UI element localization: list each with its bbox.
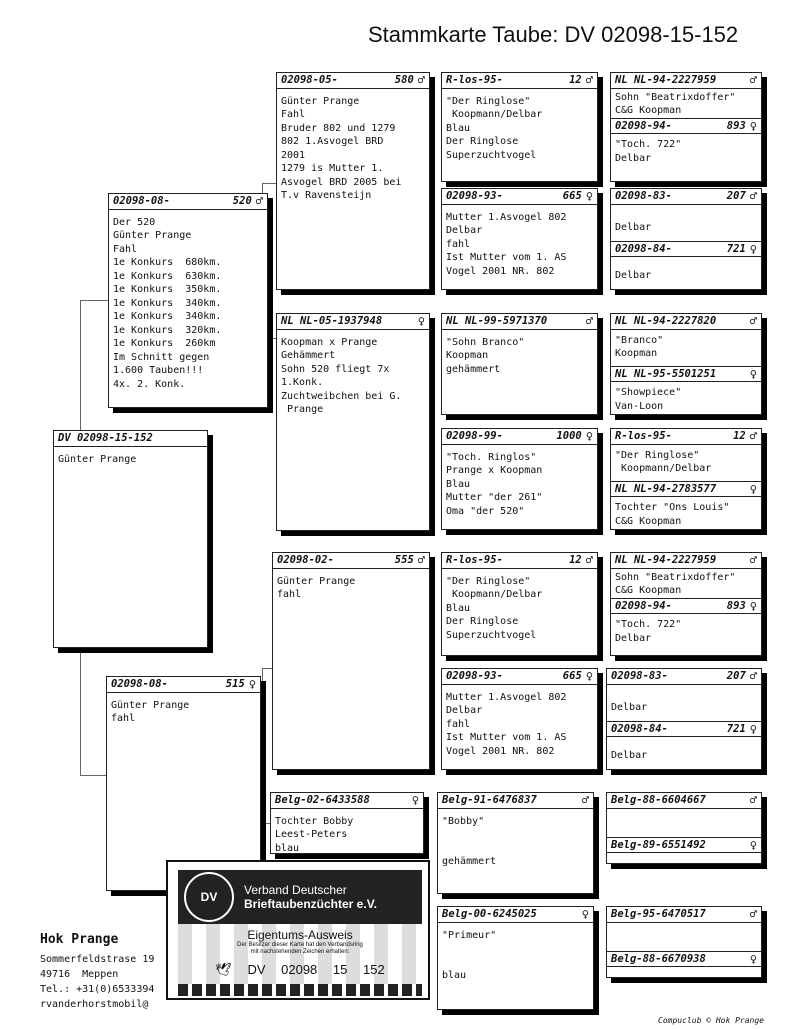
ring-number: Belg-88-6604667	[611, 794, 706, 806]
connector	[80, 775, 106, 776]
ring-number: 02098-08-	[111, 678, 168, 690]
pedigree-card-ssd[interactable]	[441, 188, 598, 290]
ring-suffix: 207	[726, 190, 746, 202]
ring-suffix: 12	[569, 554, 582, 566]
ring-number: Belg-88-6670938	[611, 952, 706, 965]
card-text: Der 520 Günter Prange Fahl 1e Konkurs 680km. 1e Konkurs 630km. 1e Konkurs 350km. 1e Konkurs 340km. 1e Konkurs 340km. 1e Konkurs 320km. 1e Konkurs 260km Im Schnitt gegen 1.600 Tauben!!! 4x. 2. Konk.	[113, 216, 222, 390]
association-logo: DV	[184, 872, 234, 922]
male-icon: ♂	[417, 553, 425, 567]
ring-suffix: 721	[726, 242, 746, 255]
pedigree-card-sdd[interactable]	[441, 428, 598, 530]
card-text: "Branco" Koopman	[615, 334, 664, 359]
card-text: Delbar	[611, 701, 648, 713]
ring-suffix: 12	[733, 430, 746, 442]
card-text: Delbar	[611, 750, 648, 761]
pedigree-card-dss[interactable]	[441, 552, 598, 656]
pigeon-icon: 🕊	[215, 962, 232, 977]
female-icon: ♀	[417, 314, 425, 328]
ring-number: Belg-95-6470517	[611, 908, 706, 920]
male-icon: ♂	[749, 793, 757, 807]
male-icon: ♂	[255, 194, 263, 208]
female-icon: ♀	[749, 481, 757, 496]
ring-number: 02098-05-	[281, 74, 338, 86]
ring-suffix: 207	[726, 670, 746, 682]
card-text: Günter Prange	[58, 453, 137, 465]
ring-number: NL NL-94-2227820	[615, 315, 717, 327]
card-text: Delbar	[615, 221, 652, 233]
pedigree-card-pair-7[interactable]	[606, 792, 762, 864]
stamp-pattern	[178, 984, 422, 996]
stamp-body	[178, 924, 422, 984]
code-number: 02098	[281, 962, 318, 977]
card-text	[607, 923, 761, 951]
pedigree-card-ds[interactable]	[272, 552, 430, 770]
male-icon: ♂	[749, 73, 757, 87]
ring-suffix: 665	[562, 190, 582, 202]
female-icon: ♀	[248, 677, 256, 691]
female-icon: ♀	[749, 598, 757, 613]
stamp-note-1: Der Besitzer dieser Karte hat den Verbandsring	[237, 942, 363, 948]
card-text: Delbar	[615, 270, 652, 281]
male-icon: ♂	[749, 189, 757, 203]
card-text: "Der Ringlose" Koopmann/Delbar Blau Der Ringlose Superzuchtvogel	[446, 95, 543, 161]
ring-suffix: 580	[394, 74, 414, 86]
ring-number: 02098-93-	[446, 190, 503, 202]
ring-code	[178, 962, 422, 978]
card-text: "Primeur" blau	[442, 929, 497, 981]
org-line-2: Brieftaubenzüchter e.V.	[244, 897, 377, 911]
female-icon: ♀	[411, 793, 419, 807]
card-text: "Sohn Branco" Koopman gehämmert	[446, 336, 525, 375]
ring-suffix: 893	[726, 119, 746, 132]
male-icon: ♂	[417, 73, 425, 87]
pedigree-card-self[interactable]	[53, 430, 208, 648]
ring-suffix: 555	[394, 554, 414, 566]
pedigree-card-sds[interactable]	[441, 313, 598, 415]
loft-address: Sommerfeldstrase 19 49716 Meppen Tel.: +31(0)6533394 rvanderhorstmobil@	[40, 954, 155, 1010]
card-text: "Toch. 722" Delbar	[615, 139, 682, 164]
pedigree-card-ss[interactable]	[276, 72, 430, 290]
ring-number: Belg-91-6476837	[442, 794, 537, 806]
ring-number: 02098-94-	[615, 599, 672, 612]
ring-number: 02098-84-	[611, 722, 668, 735]
card-text: Günter Prange Fahl Bruder 802 und 1279 802 1.Asvogel BRD 2001 1279 is Mutter 1. Asvogel BRD 2005 bei T.v Ravensteijn	[281, 95, 402, 201]
ring-number: 02098-99-	[446, 430, 503, 442]
ring-number: 02098-02-	[277, 554, 334, 566]
card-text: Mutter 1.Asvogel 802 Delbar fahl Ist Mutter vom 1. AS Vogel 2001 NR. 802	[446, 691, 567, 757]
male-icon: ♂	[749, 669, 757, 683]
loft-name: Hok Prange	[40, 932, 119, 947]
pedigree-card-pair-6[interactable]	[606, 668, 762, 770]
ring-number: NL NL-99-5971370	[446, 315, 548, 327]
ring-number: NL NL-94-2227959	[615, 74, 717, 86]
card-text: Günter Prange fahl	[111, 699, 190, 724]
male-icon: ♂	[749, 314, 757, 328]
pedigree-card-pair-3[interactable]	[610, 313, 762, 415]
pedigree-card-sd[interactable]	[276, 313, 430, 531]
female-icon: ♀	[749, 366, 757, 381]
female-icon: ♀	[749, 118, 757, 133]
ring-number: 02098-93-	[446, 670, 503, 682]
pedigree-card-dsd[interactable]	[441, 668, 598, 770]
ring-suffix: 893	[726, 599, 746, 612]
female-icon: ♀	[585, 189, 593, 203]
pedigree-card-ddd[interactable]	[437, 906, 594, 1010]
ring-suffix: 1000	[556, 430, 582, 442]
pedigree-card-pair-8[interactable]	[606, 906, 762, 978]
pedigree-card-pair-4[interactable]	[610, 428, 762, 530]
code-dv: DV	[247, 962, 266, 977]
ring-number: DV 02098-15-152	[58, 432, 153, 444]
card-text: Mutter 1.Asvogel 802 Delbar fahl Ist Mutter vom 1. AS Vogel 2001 NR. 802	[446, 211, 567, 277]
pedigree-card-sire[interactable]	[108, 193, 268, 408]
stamp-header	[178, 870, 422, 924]
card-text: "Toch. Ringlos" Prange x Koopman Blau Mutter "der 261" Oma "der 520"	[446, 451, 543, 517]
credit-line: Compuclub © Hok Prange	[658, 1016, 764, 1025]
ring-suffix: 12	[569, 74, 582, 86]
male-icon: ♂	[585, 73, 593, 87]
female-icon: ♀	[749, 721, 757, 736]
male-icon: ♂	[585, 553, 593, 567]
ring-number: 02098-94-	[615, 119, 672, 132]
code-ring: 152	[363, 962, 385, 977]
pedigree-card-pair-2[interactable]	[610, 188, 762, 290]
male-icon: ♂	[749, 907, 757, 921]
ring-suffix: 721	[726, 722, 746, 735]
female-icon: ♀	[585, 669, 593, 683]
card-text: Sohn "Beatrixdoffer" C&G Koopman	[615, 91, 736, 116]
stamp-note-2: mit nachstehenden Zeichen erhalten:	[250, 949, 350, 955]
page-title: Stammkarte Taube: DV 02098-15-152	[368, 22, 739, 47]
card-text	[607, 853, 761, 859]
ring-number: NL NL-05-1937948	[281, 315, 383, 327]
card-text: Tochter Bobby Leest-Peters blau	[275, 815, 354, 854]
stamp-heading: Eigentums-Ausweis	[247, 928, 353, 942]
ring-suffix: 665	[562, 670, 582, 682]
ring-number: NL NL-94-2783577	[615, 482, 717, 495]
ring-number: 02098-84-	[615, 242, 672, 255]
card-text: Sohn "Beatrixdoffer" C&G Koopman	[615, 571, 736, 596]
card-text: "Der Ringlose" Koopmann/Delbar	[615, 449, 712, 474]
card-text: "Toch. 722" Delbar	[615, 619, 682, 644]
ring-number: R-los-95-	[446, 554, 503, 566]
ownership-certificate	[166, 860, 430, 1000]
ring-number: R-los-95-	[615, 430, 672, 442]
pedigree-card-pair-1[interactable]	[610, 72, 762, 182]
male-icon: ♂	[585, 314, 593, 328]
ring-number: Belg-00-6245025	[442, 908, 537, 920]
female-icon: ♀	[585, 429, 593, 443]
pedigree-card-pair-5[interactable]	[610, 552, 762, 656]
card-text	[607, 967, 761, 973]
connector	[80, 300, 108, 301]
male-icon: ♂	[749, 553, 757, 567]
pedigree-card-dds[interactable]	[437, 792, 594, 894]
female-icon: ♀	[749, 837, 757, 852]
ring-suffix: 520	[232, 195, 252, 207]
connector	[262, 668, 263, 823]
connector	[262, 183, 276, 184]
ring-number: 02098-83-	[611, 670, 668, 682]
female-icon: ♀	[581, 907, 589, 921]
org-line-1: Verband Deutscher	[244, 883, 347, 897]
card-text	[607, 809, 761, 837]
card-text: Koopman x Prange Gehämmert Sohn 520 fliegt 7x 1.Konk. Zuchtweibchen bei G. Prange	[281, 336, 402, 415]
ring-number: NL NL-94-2227959	[615, 554, 717, 566]
pedigree-card-dd[interactable]	[270, 792, 424, 854]
association-name	[244, 883, 377, 911]
card-text: Tochter "Ons Louis" C&G Koopman	[615, 502, 730, 527]
female-icon: ♀	[749, 241, 757, 256]
male-icon: ♂	[749, 429, 757, 443]
ring-suffix: 515	[225, 678, 245, 690]
ring-number: Belg-02-6433588	[275, 794, 370, 806]
ring-number: Belg-89-6551492	[611, 838, 706, 851]
card-text: "Der Ringlose" Koopmann/Delbar Blau Der Ringlose Superzuchtvogel	[446, 575, 543, 641]
ring-number: 02098-83-	[615, 190, 672, 202]
code-year: 15	[332, 962, 348, 977]
female-icon: ♀	[749, 951, 757, 966]
ring-number: NL NL-95-5501251	[615, 367, 717, 380]
ring-number: R-los-95-	[446, 74, 503, 86]
card-text: "Showpiece" Van-Loon	[615, 387, 682, 412]
pedigree-card-sss[interactable]	[441, 72, 598, 182]
ring-number: 02098-08-	[113, 195, 170, 207]
card-text: Günter Prange fahl	[277, 575, 356, 600]
male-icon: ♂	[581, 793, 589, 807]
pedigree-card-dam[interactable]	[106, 676, 261, 891]
card-text: "Bobby" gehämmert	[442, 815, 497, 867]
